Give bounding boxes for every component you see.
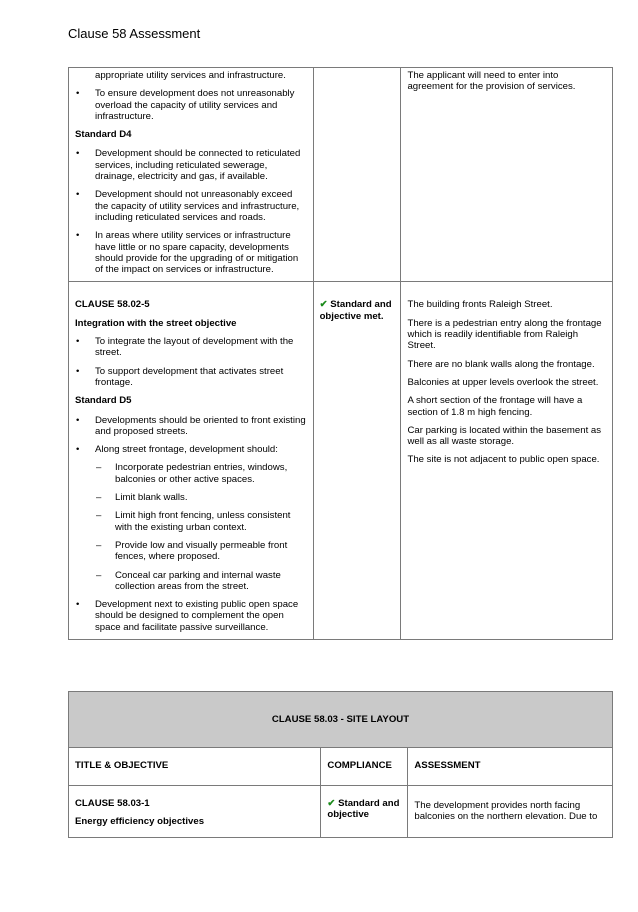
standard-bullet: • In areas where utility services or infrastructure have little or no spare capacity, developments should provide for the upgrading of or mitigation of the impact on services or infrastructure. <box>75 230 307 275</box>
table-row <box>69 282 613 640</box>
compliance-status: Standard and objective met. <box>319 299 392 322</box>
compliance-cell <box>313 68 401 282</box>
standard-bullet: • Development should not unreasonably exceed the capacity of utility services and infrastructure, including reticulated services and roads. <box>75 189 307 223</box>
title-objective-cell <box>69 282 314 640</box>
standard-heading: Standard D4 <box>75 129 132 141</box>
dash-item: – Limit high front fencing, unless consistent with the existing urban context. <box>75 510 307 533</box>
clause-58-03-table <box>68 691 613 838</box>
assessment-text: There is a pedestrian entry along the frontage which is readily identifiable from Raleigh Street. <box>407 317 602 352</box>
table-row <box>69 786 613 838</box>
objective-title: Energy efficiency objectives <box>75 816 205 828</box>
assessment-text: There are no blank walls along the frontage. <box>407 358 595 370</box>
assessment-cell <box>401 68 613 282</box>
assessment-text: The site is not adjacent to public open space. <box>407 454 600 466</box>
dash-item: – Limit blank walls. <box>75 492 307 503</box>
assessment-text: Balconies at upper levels overlook the street. <box>407 376 599 388</box>
objective-bullet: • To ensure development does not unreasonably overload the capacity of utility services and infrastructure. <box>75 88 307 122</box>
title-objective-cell <box>69 786 321 838</box>
checkmark-icon: ✔ <box>319 299 328 311</box>
objective-bullet: • To support development that activates street frontage. <box>75 366 307 389</box>
clause-58-02-table <box>68 67 613 640</box>
assessment-text: A short section of the frontage will have a section of 1.8 m high fencing. <box>407 395 583 418</box>
assessment-text: Car parking is located within the basement as well as all waste storage. <box>407 424 602 448</box>
standard-bullet: • Development should be connected to reticulated services, including reticulated sewerage, drainage, electricity and gas, if available. <box>75 148 307 182</box>
standard-bullet: • Developments should be oriented to front existing and proposed streets. <box>75 415 307 438</box>
checkmark-icon: ✔ <box>327 798 336 809</box>
objective-bullet: • To integrate the layout of development with the street. <box>75 336 307 359</box>
continued-text: appropriate utility services and infrastructure. <box>95 70 286 81</box>
standard-bullet: • Along street frontage, development should: <box>75 444 307 455</box>
clause-number: CLAUSE 58.03-1 <box>75 798 150 809</box>
assessment-text: The building fronts Raleigh Street. <box>407 299 553 311</box>
objective-title: Integration with the street objective <box>75 317 237 329</box>
assessment-cell <box>408 786 613 838</box>
title-objective-cell <box>69 68 314 282</box>
standard-bullet: • Development next to existing public open space should be designed to complement the open space and facilitate passive surveillance. <box>75 599 307 633</box>
compliance-status: Standard and objective <box>327 798 400 821</box>
clause-number: CLAUSE 58.02-5 <box>75 299 150 311</box>
section-heading: CLAUSE 58.03 - SITE LAYOUT <box>69 692 613 748</box>
column-header: COMPLIANCE <box>321 748 408 786</box>
table-row <box>69 68 613 282</box>
dash-item: – Incorporate pedestrian entries, windows, balconies or other active spaces. <box>75 462 307 485</box>
column-header: TITLE & OBJECTIVE <box>69 748 321 786</box>
standard-heading: Standard D5 <box>75 395 132 407</box>
page-title: Clause 58 Assessment <box>68 26 201 41</box>
column-header: ASSESSMENT <box>408 748 613 786</box>
assessment-text: The applicant will need to enter into agreement for the provision of services. <box>407 70 576 93</box>
column-header-row <box>69 748 613 786</box>
dash-item: – Provide low and visually permeable front fences, where proposed. <box>75 540 307 563</box>
compliance-cell <box>321 786 408 838</box>
assessment-text: The development provides north facing balconies on the northern elevation. Due to <box>414 800 598 823</box>
dash-item: – Conceal car parking and internal waste collection areas from the street. <box>75 570 307 593</box>
assessment-cell <box>401 282 613 640</box>
compliance-cell <box>313 282 401 640</box>
